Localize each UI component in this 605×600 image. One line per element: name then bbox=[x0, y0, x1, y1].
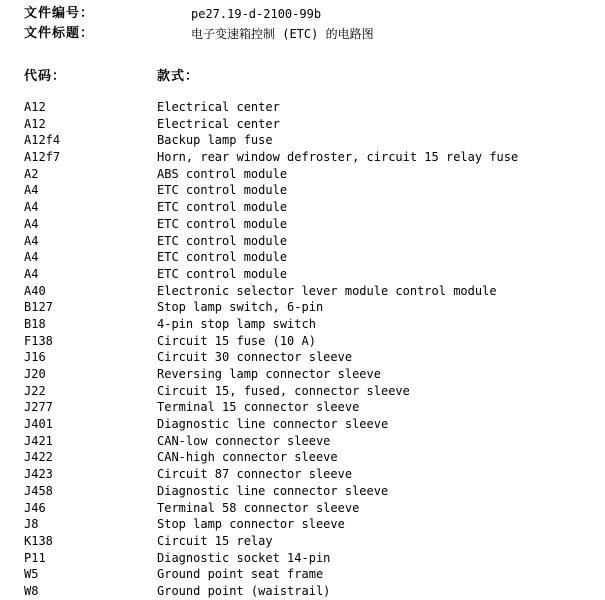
list-item bbox=[24, 182, 599, 199]
part-name: ETC control module bbox=[157, 266, 288, 281]
part-name: Diagnostic socket 14-pin bbox=[157, 550, 331, 565]
list-item bbox=[24, 116, 599, 133]
name-column-header: 款式： bbox=[157, 69, 200, 84]
list-item bbox=[24, 299, 599, 316]
doc-title-label: 文件标题： bbox=[24, 26, 95, 41]
part-code: A12 bbox=[24, 100, 46, 114]
part-code: A4 bbox=[24, 250, 39, 265]
part-code: J22 bbox=[24, 383, 46, 398]
part-name: ABS control module bbox=[157, 166, 288, 181]
part-name: Terminal 58 connector sleeve bbox=[157, 500, 360, 515]
list-item bbox=[24, 233, 599, 250]
list-item bbox=[24, 316, 599, 333]
part-code: A12 bbox=[24, 116, 46, 131]
part-name: 4-pin stop lamp switch bbox=[157, 316, 316, 331]
part-code: A4 bbox=[24, 216, 39, 231]
part-name: Ground point (waistrail) bbox=[157, 583, 331, 598]
part-code: A2 bbox=[24, 166, 39, 181]
part-name: Diagnostic line connector sleeve bbox=[157, 417, 389, 432]
part-name: Horn, rear window defroster, circuit 15 relay fuse bbox=[157, 150, 519, 165]
list-item bbox=[24, 433, 599, 450]
part-code: J20 bbox=[24, 367, 46, 381]
part-code: J8 bbox=[24, 517, 39, 532]
part-code: J422 bbox=[24, 450, 53, 465]
part-code: W5 bbox=[24, 567, 39, 582]
list-item bbox=[24, 266, 599, 283]
list-item bbox=[24, 449, 599, 466]
part-name: ETC control module bbox=[157, 183, 288, 198]
list-item bbox=[24, 132, 599, 149]
part-code: A40 bbox=[24, 283, 46, 298]
part-name: Electrical center bbox=[157, 100, 280, 114]
list-item bbox=[24, 349, 599, 366]
part-name: Reversing lamp connector sleeve bbox=[157, 367, 381, 381]
list-item bbox=[24, 500, 599, 517]
doc-number-value: pe27.19-d-2100-99b bbox=[191, 7, 322, 21]
list-item bbox=[24, 166, 599, 183]
list-item bbox=[24, 466, 599, 483]
part-code: J277 bbox=[24, 400, 53, 415]
part-name: ETC control module bbox=[157, 200, 288, 215]
list-item bbox=[24, 216, 599, 233]
part-name: CAN-high connector sleeve bbox=[157, 450, 338, 465]
list-item bbox=[24, 399, 599, 416]
list-item bbox=[24, 516, 599, 533]
list-item bbox=[24, 199, 599, 216]
part-name: Backup lamp fuse bbox=[157, 133, 273, 148]
list-item bbox=[24, 583, 599, 600]
part-code: J423 bbox=[24, 467, 53, 482]
part-code: A4 bbox=[24, 200, 39, 215]
part-code: J401 bbox=[24, 417, 53, 432]
list-item bbox=[24, 333, 599, 350]
part-code: F138 bbox=[24, 333, 53, 348]
part-name: Circuit 15, fused, connector sleeve bbox=[157, 383, 410, 398]
part-code: J458 bbox=[24, 483, 53, 498]
part-name: Circuit 15 relay bbox=[157, 533, 273, 548]
part-name: CAN-low connector sleeve bbox=[157, 433, 331, 448]
part-code: A12f7 bbox=[24, 150, 61, 165]
part-code: P11 bbox=[24, 550, 46, 565]
list-item bbox=[24, 149, 599, 166]
doc-number-label: 文件编号： bbox=[24, 6, 95, 21]
part-code: B18 bbox=[24, 316, 46, 331]
doc-number-row bbox=[24, 5, 584, 23]
list-item bbox=[24, 366, 599, 383]
list-item bbox=[24, 416, 599, 433]
list-item bbox=[24, 550, 599, 567]
part-code: J421 bbox=[24, 433, 53, 448]
parts-list bbox=[24, 99, 599, 600]
part-name: Stop lamp connector sleeve bbox=[157, 517, 345, 532]
part-code: A4 bbox=[24, 266, 39, 281]
part-name: ETC control module bbox=[157, 250, 288, 265]
list-item bbox=[24, 249, 599, 266]
part-name: Circuit 87 connector sleeve bbox=[157, 467, 353, 482]
part-name: ETC control module bbox=[157, 233, 288, 248]
part-code: B127 bbox=[24, 300, 53, 315]
part-code: A4 bbox=[24, 183, 39, 198]
part-code: J46 bbox=[24, 500, 46, 515]
part-code: A12f4 bbox=[24, 133, 61, 148]
part-name: Terminal 15 connector sleeve bbox=[157, 400, 360, 415]
part-code: A4 bbox=[24, 233, 39, 248]
list-item bbox=[24, 566, 599, 583]
part-name: Electronic selector lever module control module bbox=[157, 283, 497, 298]
part-code: K138 bbox=[24, 533, 53, 548]
list-item bbox=[24, 483, 599, 500]
part-name: ETC control module bbox=[157, 216, 288, 231]
part-code: J16 bbox=[24, 350, 46, 365]
part-name: Stop lamp switch, 6-pin bbox=[157, 300, 324, 315]
list-item bbox=[24, 99, 599, 116]
part-code: W8 bbox=[24, 583, 39, 598]
part-name: Diagnostic line connector sleeve bbox=[157, 483, 389, 498]
part-name: Circuit 30 connector sleeve bbox=[157, 350, 353, 365]
doc-title-row bbox=[24, 25, 584, 43]
doc-title-value: 电子变速箱控制 (ETC) 的电路图 bbox=[191, 27, 374, 41]
list-item bbox=[24, 283, 599, 300]
part-name: Circuit 15 fuse (10 A) bbox=[157, 333, 316, 348]
code-column-header: 代码： bbox=[24, 69, 67, 84]
list-item bbox=[24, 383, 599, 400]
list-item bbox=[24, 533, 599, 550]
part-name: Ground point seat frame bbox=[157, 567, 324, 582]
part-name: Electrical center bbox=[157, 116, 280, 131]
